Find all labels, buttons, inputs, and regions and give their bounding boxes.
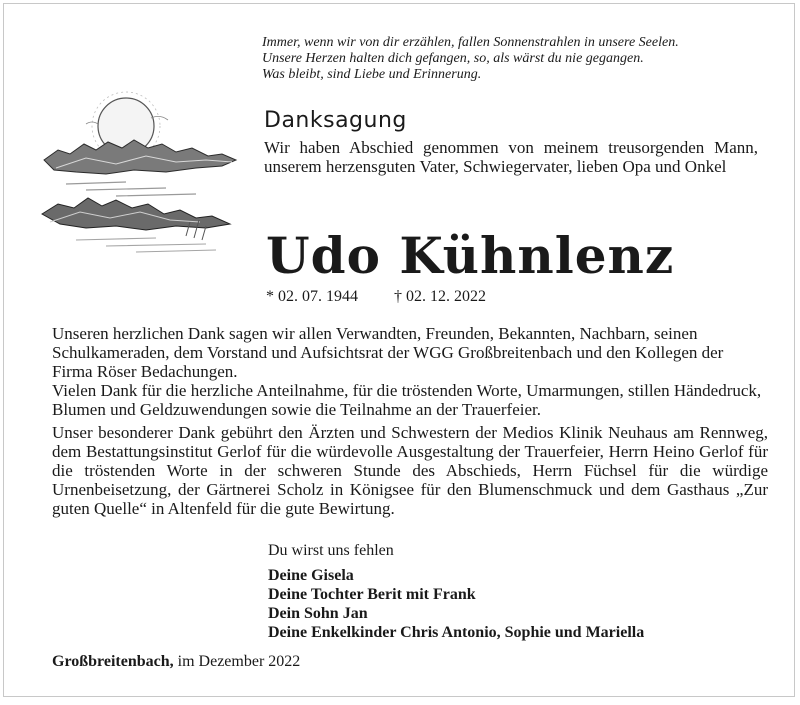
- motto-line: Immer, wenn wir von dir erzählen, fallen Sonnenstrahlen in unsere Seelen.: [262, 35, 679, 50]
- motto-verse: [262, 35, 782, 83]
- life-dates: [266, 288, 486, 306]
- family-member: Dein Sohn Jan: [268, 605, 368, 622]
- danksagung-heading: Danksagung: [264, 108, 407, 133]
- moon-over-mountains-drawing-icon: [36, 90, 254, 260]
- thanks-paragraph: Vielen Dank für die herzliche Anteilnahme, für die tröstenden Worte, Umarmungen, stillen Händedruck, Blumen und Geldzuwendungen sowie die Teilnahme an der Trauerfeier.: [52, 381, 762, 419]
- thanks-paragraph: Unseren herzlichen Dank sagen wir allen Verwandten, Freunden, Bekannten, Nachbarn, seinen Schulkameraden, dem Vorstand und Aufsichtsrat der WGG Großbreitenbach und den Kollegen der Firma Röser Bedachungen.: [52, 324, 724, 381]
- intro-text: Wir haben Abschied genommen von meinem treusorgenden Mann, unserem herzensguten Vater, Schwiegervater, lieben Opa und Onkel: [264, 138, 758, 176]
- family-member: Deine Tochter Berit mit Frank: [268, 586, 476, 603]
- deceased-name: Udo Kühnlenz: [266, 226, 675, 285]
- place-town: Großbreitenbach,: [52, 653, 174, 670]
- family-signatures: [268, 566, 644, 642]
- thanks-paragraph: Unser besonderer Dank gebührt den Ärzten und Schwestern der Medios Klinik Neuhaus am Rennweg, dem Bestattungsinstitut Gerlof für die würdevolle Ausgestaltung der Trauerfeier, Herrn Heino Gerlof für die tröstenden Worte in der schweren Stunde des Abschieds, Herrn Füchsel für die würdige Urnenbeisetzung, der Gärtnerei Scholz in Königsee für den Blumenschmuck und dem Gasthaus „Zur guten Quelle“ in Altenfeld für die gute Bewirtung.: [52, 423, 768, 518]
- motto-line: Was bleibt, sind Liebe und Erinnerung.: [262, 67, 482, 82]
- closing-line: Du wirst uns fehlen: [268, 542, 394, 559]
- place-date: im Dezember 2022: [173, 653, 301, 670]
- family-member: Deine Enkelkinder Chris Antonio, Sophie und Mariella: [268, 624, 645, 641]
- death-date: † 02. 12. 2022: [394, 288, 486, 305]
- birth-date: * 02. 07. 1944: [266, 288, 358, 305]
- obituary-notice: [3, 3, 795, 697]
- family-member: Deine Gisela: [268, 567, 354, 584]
- thanks-text: [52, 324, 768, 518]
- motto-line: Unsere Herzen halten dich gefangen, so, als wärst du nie gegangen.: [262, 51, 644, 66]
- place-and-date: [52, 653, 300, 671]
